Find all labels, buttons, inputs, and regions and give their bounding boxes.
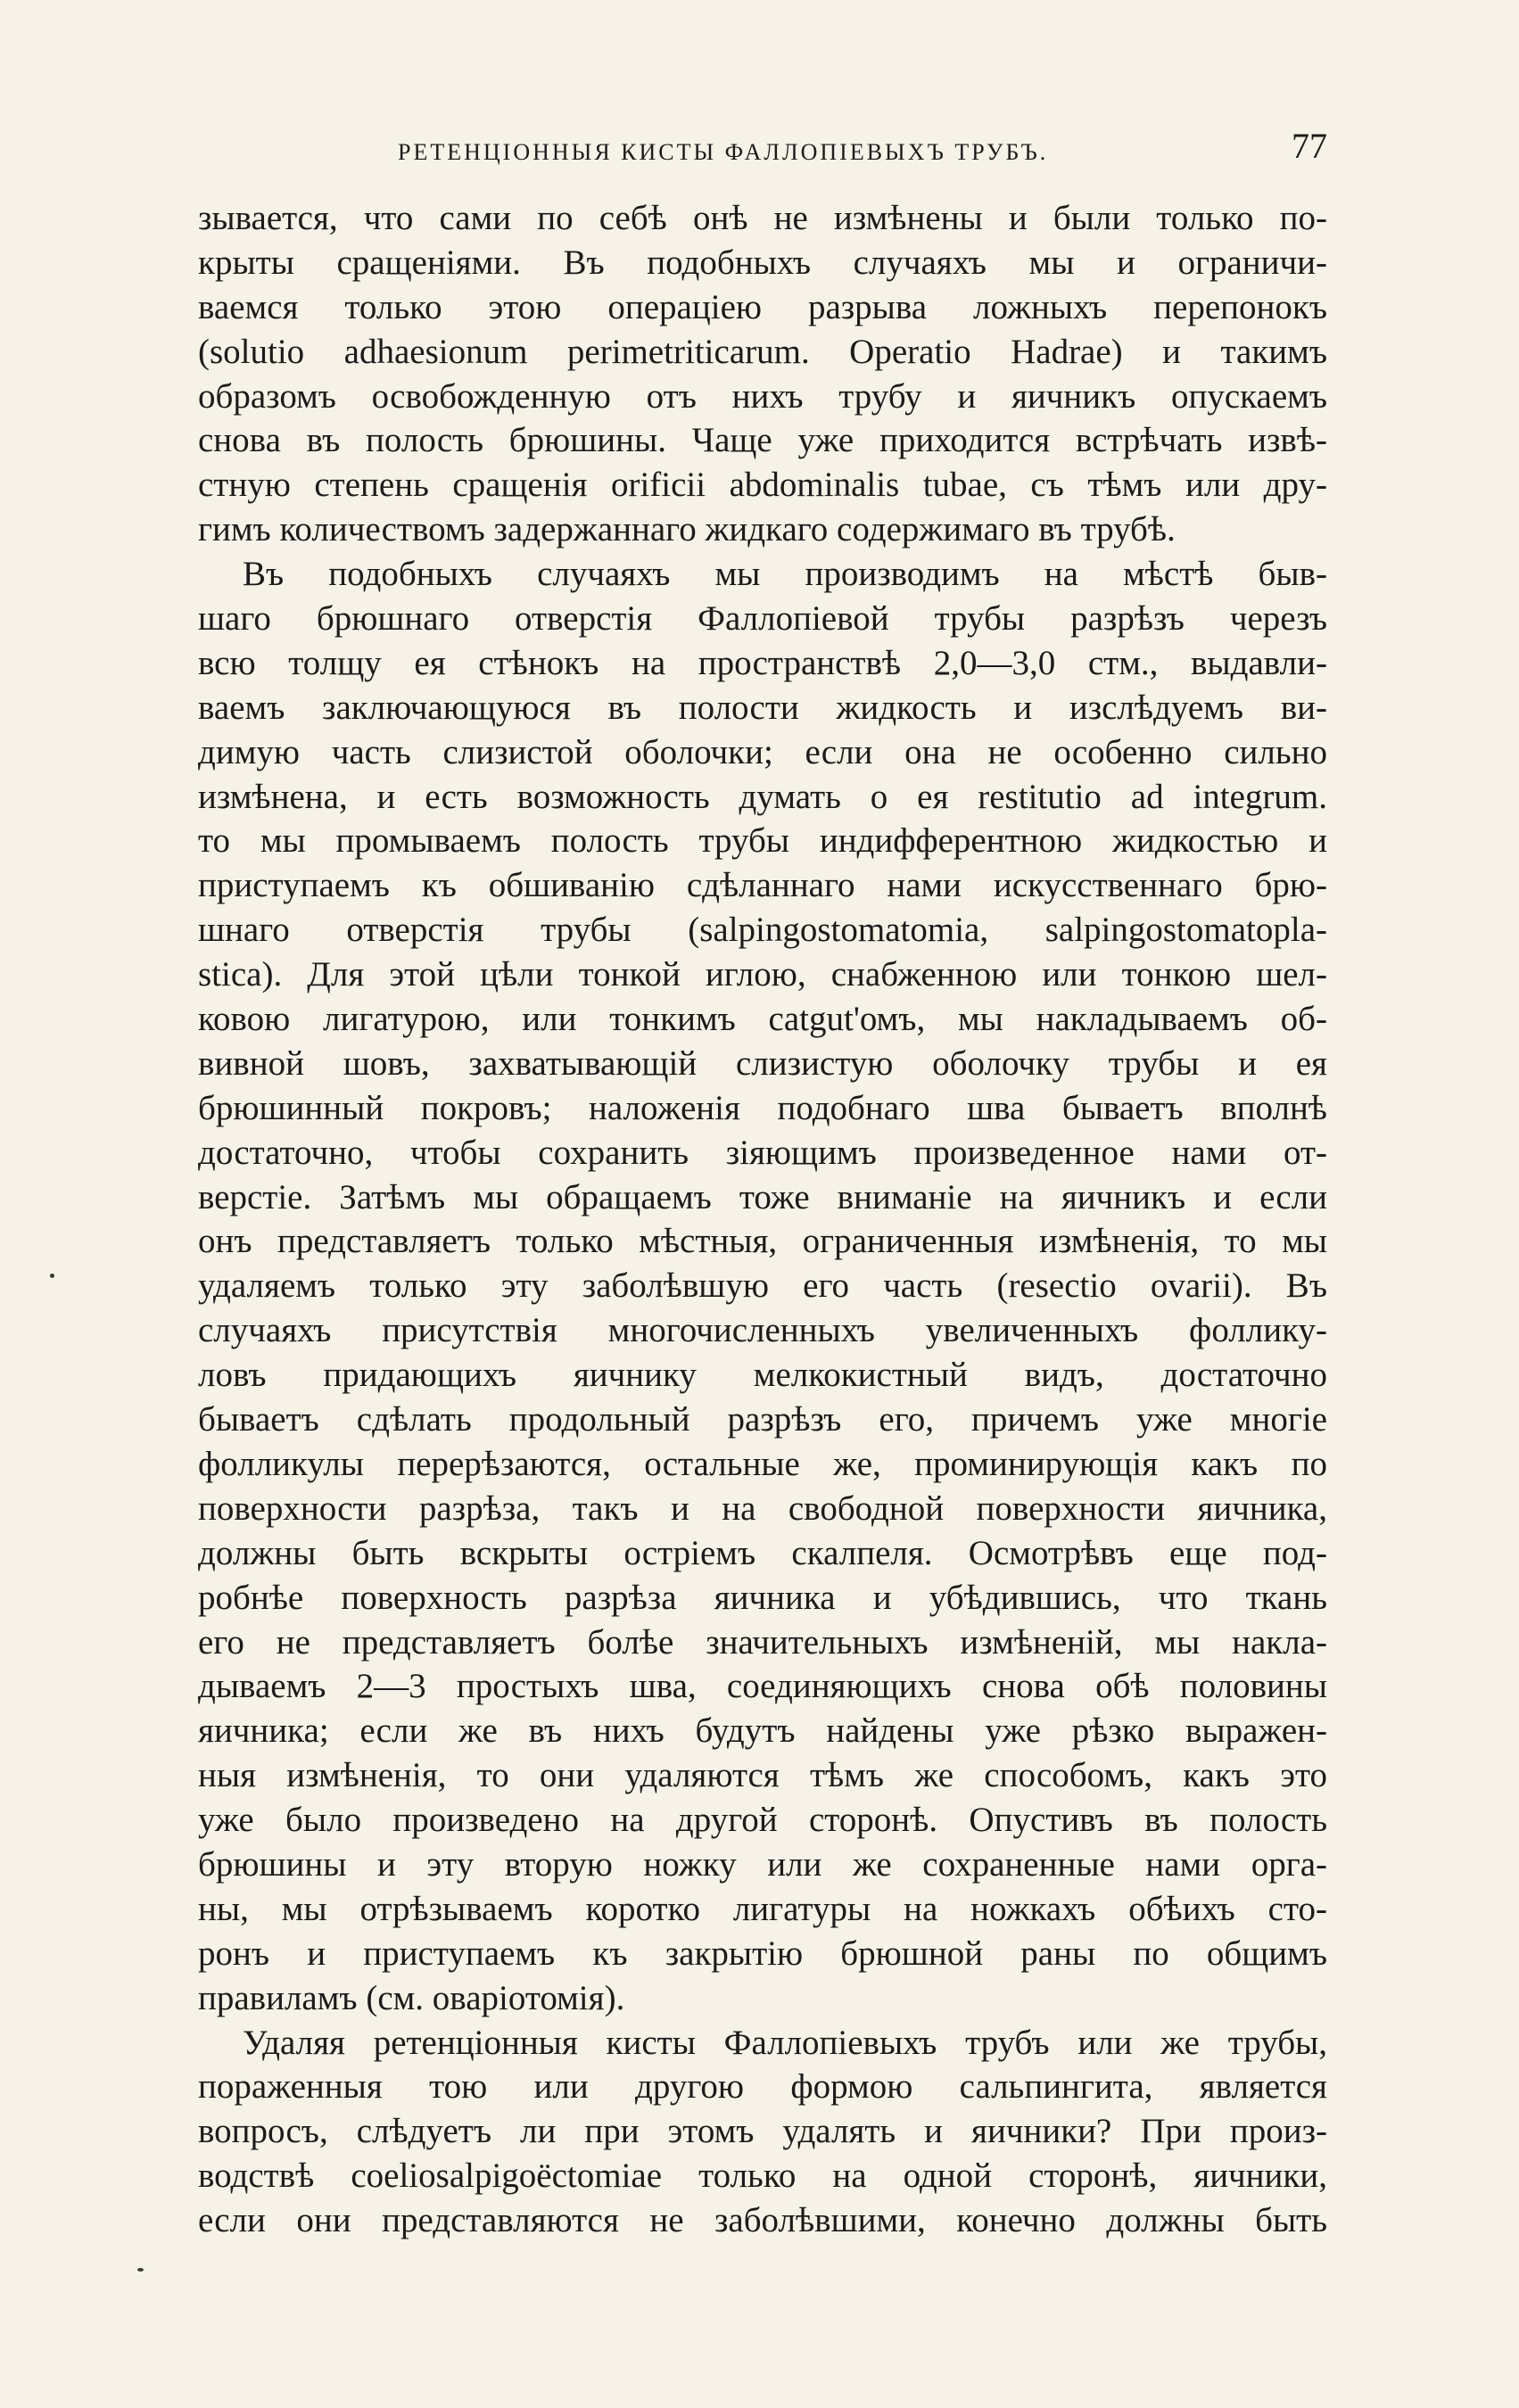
text-line: брюшины и эту вторую ножку или же сохраненные нами орга- (198, 1844, 1327, 1884)
text-line: вивной шовъ, захватывающій слизистую оболочку трубы и ея (198, 1043, 1327, 1083)
text-line: образомъ освобожденную отъ нихъ трубу и яичникъ опускаемъ (198, 376, 1327, 416)
text-line: яичника; если же въ нихъ будутъ найдены уже рѣзко выражен- (198, 1711, 1327, 1751)
text-line: онъ представляетъ только мѣстныя, ограниченныя измѣненія, то мы (198, 1222, 1327, 1261)
text-line: стную степень сращенія orificii abdominalis tubae, съ тѣмъ или дру- (198, 466, 1327, 505)
text-line: фолликулы перерѣзаются, остальные же, проминирующія какъ по (198, 1444, 1327, 1483)
page-header (196, 125, 1327, 178)
text-line: снова въ полость брюшины. Чаще уже приходится встрѣчать извѣ- (198, 421, 1327, 460)
ink-speck (137, 2268, 144, 2272)
text-line: то мы промываемъ полость трубы индифферентною жидкостью и (198, 821, 1327, 861)
text-line: крыты сращеніями. Въ подобныхъ случаяхъ мы и ограничи- (198, 243, 1327, 282)
text-line: бываетъ сдѣлать продольный разрѣзъ его, причемъ уже многіе (198, 1400, 1327, 1439)
text-line: измѣнена, и есть возможность думать о ея restitutio ad integrum. (198, 777, 1327, 816)
text-line: димую часть слизистой оболочки; если она не особенно сильно (198, 732, 1327, 771)
text-line: ваемъ заключающуюся въ полости жидкость и изслѣдуемъ ви- (198, 688, 1327, 727)
text-line: вопросъ, слѣдуетъ ли при этомъ удалять и яичники? При произ- (198, 2112, 1327, 2151)
text-line: (solutio adhaesionum perimetriticarum. Operatio Hadrae) и такимъ (198, 332, 1327, 371)
text-line: дываемъ 2—3 простыхъ шва, соединяющихъ снова обѣ половины (198, 1667, 1327, 1706)
text-line: правиламъ (см. оваріотомія). (198, 1978, 625, 2017)
body-text (198, 196, 1327, 2243)
text-line: ковою лигатурою, или тонкимъ catgut'омъ, мы накладываемъ об- (198, 1000, 1327, 1039)
text-line: верстіе. Затѣмъ мы обращаемъ тоже вниманіе на яичникъ и если (198, 1177, 1327, 1216)
text-line: его не представляетъ болѣе значительныхъ измѣненій, мы накла- (198, 1622, 1327, 1662)
running-title: РЕТЕНЦІОННЫЯ КИСТЫ ФАЛЛОПІЕВЫХЪ ТРУБЪ. (398, 139, 1049, 165)
text-line: поверхности разрѣза, такъ и на свободной поверхности яичника, (198, 1489, 1327, 1528)
text-line: ныя измѣненія, то они удаляются тѣмъ же способомъ, какъ это (198, 1756, 1327, 1795)
text-line: брюшинный покровъ; наложенія подобнаго шва бываетъ вполнѣ (198, 1088, 1327, 1127)
text-line: гимъ количествомъ задержаннаго жидкаго содержимаго въ трубѣ. (198, 510, 1176, 549)
ink-speck (50, 1274, 54, 1278)
text-line: шаго брюшнаго отверстія Фаллопіевой трубы разрѣзъ черезъ (198, 599, 1327, 639)
text-line: должны быть вскрыты остріемъ скалпеля. Осмотрѣвъ еще под- (198, 1533, 1327, 1572)
text-line: всю толщу ея стѣнокъ на пространствѣ 2,0—3,0 стм., выдавли- (198, 643, 1327, 682)
text-line: Удаляя ретенціонныя кисты Фаллопіевыхъ трубъ или же трубы, (243, 2023, 1327, 2062)
text-line: робнѣе поверхность разрѣза яичника и убѣдившись, что ткань (198, 1578, 1327, 1617)
text-line: ваемся только этою операціею разрыва ложныхъ перепонокъ (198, 287, 1327, 326)
text-line: шнаго отверстія трубы (salpingostomatomia, salpingostomatopla- (198, 911, 1327, 950)
page-number: 77 (1292, 126, 1327, 166)
text-line: водствѣ coeliosalpigoёctomiae только на одной сторонѣ, яичники, (198, 2156, 1327, 2196)
text-line: достаточно, чтобы сохранить зіяющимъ произведенное нами от- (198, 1133, 1327, 1172)
text-line: ловъ придающихъ яичнику мелкокистный видъ, достаточно (198, 1356, 1327, 1395)
text-line: ны, мы отрѣзываемъ коротко лигатуры на ножкахъ обѣихъ сто- (198, 1889, 1327, 1928)
text-line: если они представляются не заболѣвшими, конечно должны быть (198, 2201, 1327, 2240)
text-line: уже было произведено на другой сторонѣ. Опустивъ въ полость (198, 1801, 1327, 1840)
text-line: stica). Для этой цѣли тонкой иглою, снабженною или тонкою шел- (198, 955, 1327, 994)
text-line: пораженныя тою или другою формою сальпингита, является (198, 2067, 1327, 2107)
text-line: приступаемъ къ обшиванію сдѣланнаго нами искусственнаго брю- (198, 866, 1327, 905)
text-line: удаляемъ только эту заболѣвшую его часть (resectio ovarii). Въ (198, 1266, 1327, 1306)
text-line: Въ подобныхъ случаяхъ мы производимъ на мѣстѣ быв- (243, 555, 1327, 594)
text-line: зывается, что сами по себѣ онѣ не измѣнены и были только по- (198, 199, 1327, 237)
text-line: ронъ и приступаемъ къ закрытію брюшной раны по общимъ (198, 1934, 1327, 1973)
text-line: случаяхъ присутствія многочисленныхъ увеличенныхъ фоллику- (198, 1311, 1327, 1350)
